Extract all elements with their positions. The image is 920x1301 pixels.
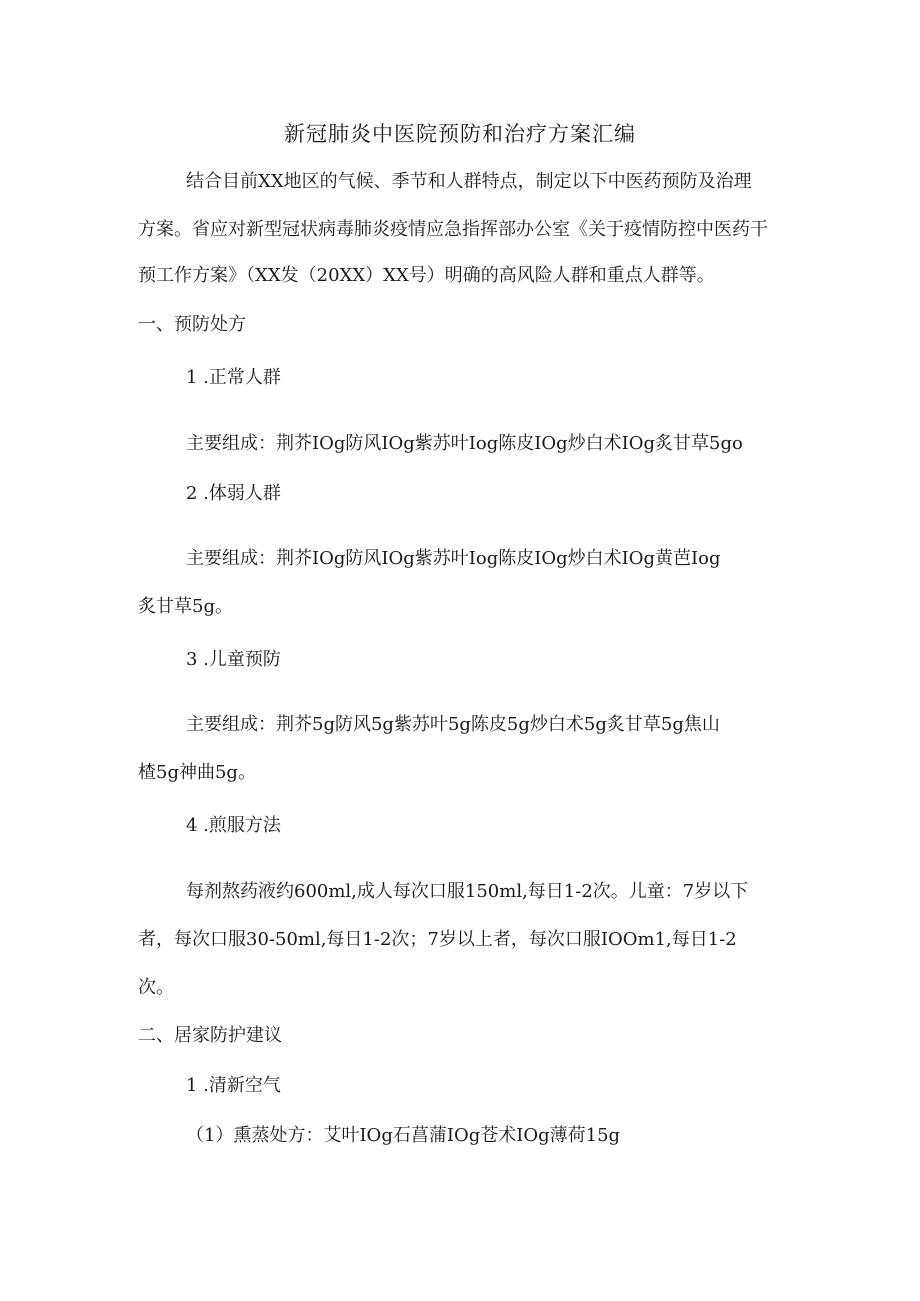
section1-item3-label: 3 .儿童预防 [186,649,281,670]
section1-item3-text-1: 主要组成：荆芥5g防风5g紫苏叶5g陈皮5g炒白术5g炙甘草5g焦山 [186,714,720,735]
section1-item1-text-1: 主要组成：荆芥IOg防风IOg紫苏叶Iog陈皮IOg炒白术IOg炙甘草5go [186,433,743,454]
section1-heading: 一、预防处方 [138,314,246,335]
section1-item3-text-2: 楂5g神曲5g。 [138,762,256,783]
intro-line-1: 结合目前XX地区的气候、季节和人群特点，制定以下中医药预防及治理 [186,171,752,192]
section1-item4-text-3: 次。 [138,977,174,998]
section1-item4-label: 4 .煎服方法 [186,815,281,836]
section1-item1-label: 1 .正常人群 [186,367,281,388]
intro-line-2: 方案。省应对新型冠状病毒肺炎疫情应急指挥部办公室《关于疫情防控中医药干 [138,219,768,240]
document-title: 新冠肺炎中医院预防和治疗方案汇编 [284,122,636,146]
section1-item2-text-2: 炙甘草5g。 [138,596,233,617]
section1-item4-text-1: 每剂熬药液约600ml,成人每次口服150ml,每日1-2次。儿童：7岁以下 [186,881,749,902]
section1-item4-text-2: 者，每次口服30-50ml,每日1-2次；7岁以上者，每次口服IOOm1,每日1-2 [138,929,737,950]
section2-item1-label: 1 .清新空气 [186,1075,281,1096]
section1-item2-label: 2 .体弱人群 [186,483,281,504]
section2-item1-text-1: （1）熏蒸处方：艾叶IOg石菖蒲IOg苍术IOg薄荷15g [186,1125,621,1146]
section1-item2-text-1: 主要组成：荆芥IOg防风IOg紫苏叶Iog陈皮IOg炒白术IOg黄芭Iog [186,548,721,569]
intro-line-3: 预工作方案》（XX发（20XX）XX号）明确的高风险人群和重点人群等。 [138,265,715,286]
section2-heading: 二、居家防护建议 [138,1025,282,1046]
